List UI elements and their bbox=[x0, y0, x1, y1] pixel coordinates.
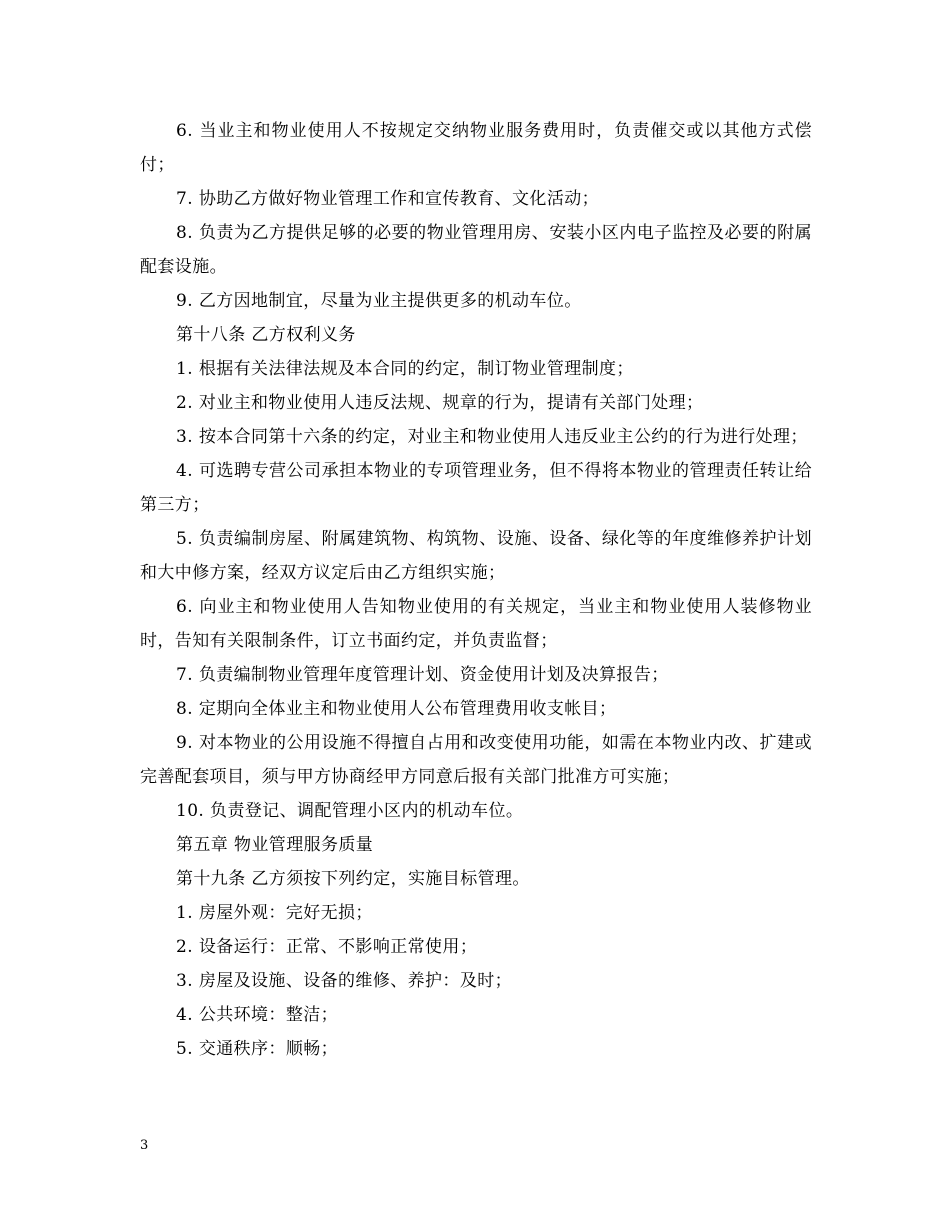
page-number: 3 bbox=[140, 1138, 149, 1153]
paragraph: 2. 设备运行：正常、不影响正常使用； bbox=[176, 937, 478, 957]
paragraph: 10. 负责登记、调配管理小区内的机动车位。 bbox=[176, 801, 524, 821]
paragraph: 2. 对业主和物业使用人违反法规、规章的行为，提请有关部门处理； bbox=[176, 393, 704, 413]
paragraph: 3. 按本合同第十六条的约定，对业主和物业使用人违反业主公约的行为进行处理； bbox=[176, 427, 808, 447]
paragraph: 6. 当业主和物业使用人不按规定交纳物业服务费用时，负责催交或以其他方式偿付； bbox=[140, 121, 812, 175]
paragraph: 3. 房屋及设施、设备的维修、养护：及时； bbox=[176, 971, 513, 991]
paragraph: 5. 负责编制房屋、附属建筑物、构筑物、设施、设备、绿化等的年度维修养护计划和大中修方案，经双方议定后由乙方组织实施； bbox=[140, 529, 812, 583]
paragraph: 9. 乙方因地制宜，尽量为业主提供更多的机动车位。 bbox=[176, 291, 582, 311]
section-heading: 第十八条 乙方权利义务 bbox=[176, 325, 356, 345]
paragraph: 1. 房屋外观：完好无损； bbox=[176, 903, 373, 923]
page-body bbox=[140, 114, 812, 1066]
paragraph: 1. 根据有关法律法规及本合同的约定，制订物业管理制度； bbox=[176, 359, 634, 379]
paragraph: 4. 公共环境：整洁； bbox=[176, 1005, 339, 1025]
paragraph: 7. 协助乙方做好物业管理工作和宣传教育、文化活动； bbox=[176, 189, 600, 209]
paragraph: 9. 对本物业的公用设施不得擅自占用和改变使用功能，如需在本物业内改、扩建或完善配套项目，须与甲方协商经甲方同意后报有关部门批准方可实施； bbox=[140, 733, 812, 787]
paragraph: 6. 向业主和物业使用人告知物业使用的有关规定，当业主和物业使用人装修物业时，告知有关限制条件，订立书面约定，并负责监督； bbox=[140, 597, 812, 651]
paragraph: 5. 交通秩序：顺畅； bbox=[176, 1039, 339, 1059]
paragraph: 7. 负责编制物业管理年度管理计划、资金使用计划及决算报告； bbox=[176, 665, 669, 685]
paragraph: 8. 定期向全体业主和物业使用人公布管理费用收支帐目； bbox=[176, 699, 617, 719]
paragraph: 8. 负责为乙方提供足够的必要的物业管理用房、安装小区内电子监控及必要的附属配套设施。 bbox=[140, 223, 812, 277]
paragraph: 4. 可选聘专营公司承担本物业的专项管理业务，但不得将本物业的管理责任转让给第三方； bbox=[140, 461, 812, 515]
chapter-heading: 第五章 物业管理服务质量 bbox=[176, 835, 374, 855]
section-heading: 第十九条 乙方须按下列约定，实施目标管理。 bbox=[176, 869, 530, 889]
